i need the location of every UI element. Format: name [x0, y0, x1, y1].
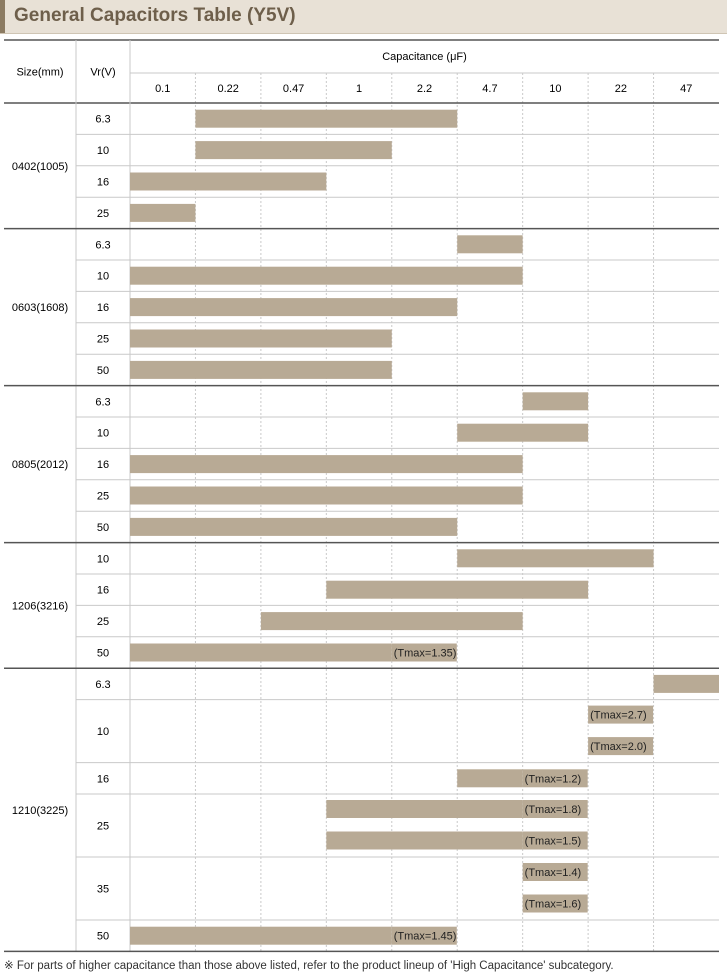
voltage-label: 25	[96, 490, 110, 503]
voltage-label: 25	[96, 820, 110, 833]
capacitance-tick-label: 0.22	[217, 83, 239, 95]
tmax-label: (Tmax=1.5)	[524, 835, 582, 848]
voltage-label: 10	[96, 427, 110, 440]
tmax-label: (Tmax=2.0)	[590, 741, 647, 754]
voltage-label: 25	[96, 333, 110, 346]
size-label: 0603(1608)	[11, 302, 69, 315]
capacitance-bar	[457, 424, 588, 442]
tmax-label: (Tmax=1.45)	[393, 930, 457, 943]
tmax-label: (Tmax=1.35)	[393, 647, 457, 660]
voltage-label: 6.3	[95, 113, 111, 126]
voltage-label: 6.3	[95, 678, 111, 691]
voltage-label: 16	[96, 459, 110, 472]
voltage-label: 25	[96, 207, 110, 220]
capacitance-header: Capacitance (μF)	[382, 51, 467, 63]
capacitance-tick-label: 0.47	[282, 83, 305, 95]
capacitance-bar	[654, 675, 719, 693]
size-label: 0402(1005)	[11, 160, 69, 173]
capacitance-tick-label: 10	[549, 83, 562, 95]
voltage-label: 50	[96, 647, 110, 660]
voltage-label: 10	[96, 145, 110, 158]
capacitance-bar	[457, 769, 522, 787]
tmax-label: (Tmax=2.7)	[590, 709, 647, 722]
tmax-label: (Tmax=1.4)	[524, 867, 582, 879]
capacitance-bar	[523, 392, 588, 410]
capacitance-bar	[130, 455, 523, 473]
voltage-label: 6.3	[95, 239, 111, 252]
tmax-label: (Tmax=1.8)	[524, 804, 582, 816]
tmax-label: (Tmax=1.2)	[524, 773, 582, 786]
voltage-label: 50	[96, 521, 110, 534]
voltage-label: 50	[96, 364, 110, 377]
voltage-label: 35	[96, 883, 110, 896]
page-title: General Capacitors Table (Y5V)	[14, 5, 296, 26]
capacitance-bar	[130, 330, 392, 348]
voltage-label: 16	[96, 302, 110, 315]
size-label: 1210(3225)	[11, 804, 69, 817]
capacitance-bar	[130, 518, 457, 536]
voltage-label: 10	[96, 726, 110, 739]
voltage-header: Vr(V)	[90, 66, 116, 79]
capacitance-tick-label: 47	[680, 83, 693, 95]
voltage-label: 10	[96, 553, 110, 566]
capacitance-bar	[130, 267, 523, 285]
capacitance-bar	[130, 487, 523, 505]
capacitance-bar	[326, 832, 522, 850]
voltage-label: 25	[96, 616, 110, 629]
capacitance-bar	[130, 298, 457, 316]
capacitance-bar	[457, 235, 522, 253]
size-label: 1206(3216)	[11, 600, 69, 613]
footnote: ※ For parts of higher capacitance than those above listed, refer to the product lineup of 'High Capacitance' subcategory.	[4, 960, 614, 972]
capacitance-tick-label: 0.1	[155, 83, 171, 95]
capacitance-bar	[195, 110, 457, 128]
capacitance-bar	[195, 141, 391, 159]
capacitance-bar	[130, 361, 392, 379]
voltage-label: 16	[96, 773, 110, 786]
tmax-label: (Tmax=1.6)	[524, 898, 582, 911]
capacitance-tick-label: 22	[614, 83, 627, 95]
size-header: Size(mm)	[16, 66, 64, 79]
capacitance-tick-label: 4.7	[482, 83, 498, 95]
voltage-label: 16	[96, 584, 110, 597]
capacitance-bar	[261, 612, 523, 630]
capacitance-bar	[457, 549, 653, 567]
capacitance-tick-label: 2.2	[416, 83, 433, 95]
voltage-label: 6.3	[95, 396, 111, 409]
capacitance-tick-label: 1	[355, 83, 363, 95]
capacitance-bar	[130, 173, 326, 191]
voltage-label: 50	[96, 930, 110, 943]
voltage-label: 16	[96, 176, 110, 189]
capacitance-bar	[130, 204, 195, 222]
capacitance-bar	[130, 927, 392, 945]
capacitance-bar	[326, 581, 588, 599]
capacitance-bar	[326, 800, 522, 818]
capacitance-bar	[130, 644, 392, 662]
voltage-label: 10	[96, 270, 110, 283]
size-label: 0805(2012)	[11, 459, 69, 472]
